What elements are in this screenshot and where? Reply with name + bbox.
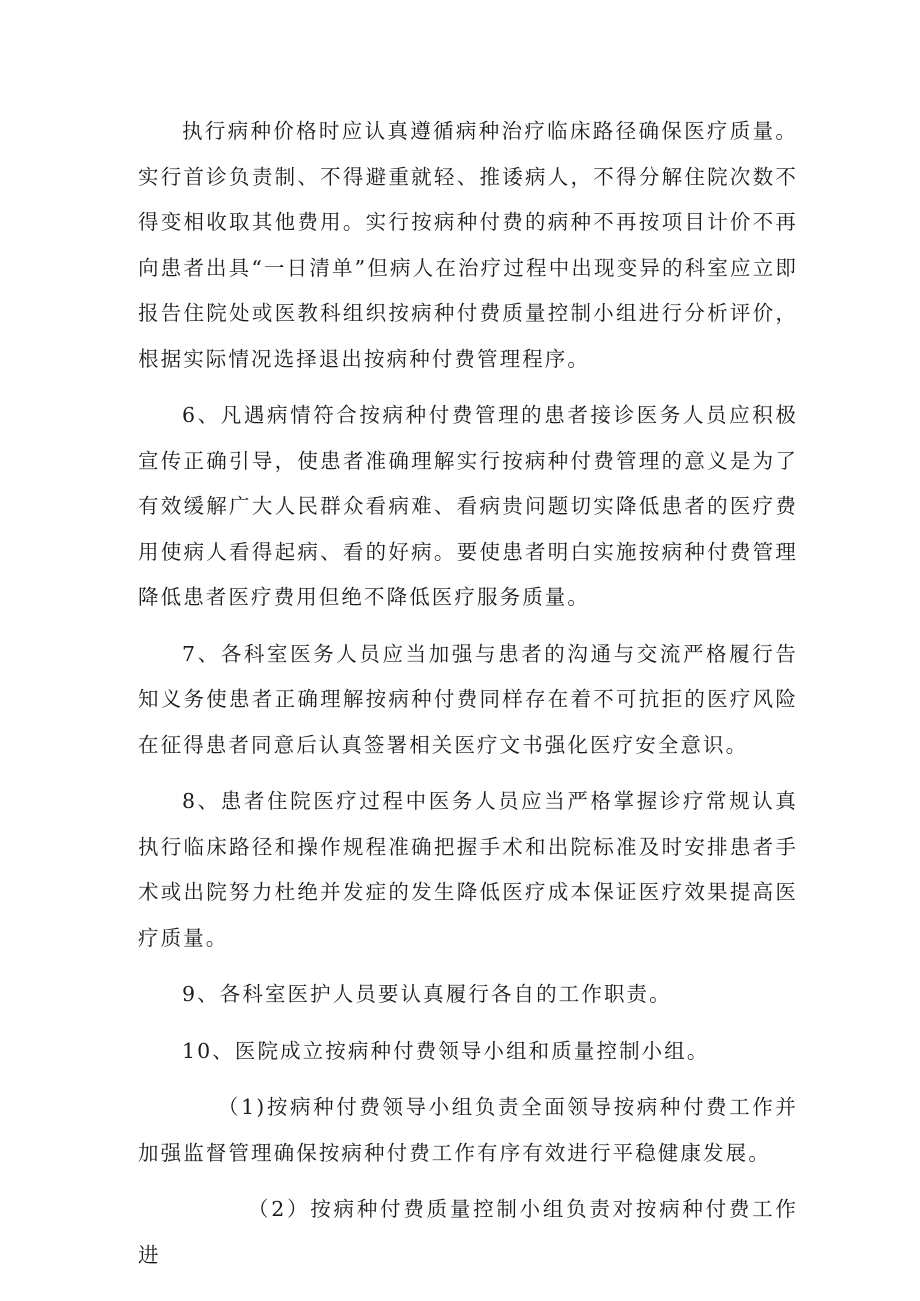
- paragraph-item-9: 9、各科室医护人员要认真履行各自的工作职责。: [182, 982, 672, 1006]
- paragraph-clinical-pathway: 执行病种价格时应认真遵循病种治疗临床路径确保医疗质量。实行首诊负责制、不得避重就轻、推诿病人，不得分解住院次数不得变相收取其他费用。实行按病种付费的病种不再按项目计价不再向患者出具“一日清单”但病人在治疗过程中出现变异的科室应立即报告住院处或医教科组织按病种付费质量控制小组进行分析评价，根据实际情况选择退出按病种付费管理程序。: [138, 119, 798, 371]
- paragraph-item-7: 7、各科室医务人员应当加强与患者的沟通与交流严格履行告知义务使患者正确理解按病种付费同样存在着不可抗拒的医疗风险在征得患者同意后认真签署相关医疗文书强化医疗安全意识。: [138, 641, 798, 757]
- paragraph-subitem-2: （2）按病种付费质量控制小组负责对按病种付费工作进: [138, 1197, 798, 1267]
- paragraph-item-6: 6、凡遇病情符合按病种付费管理的患者接诊医务人员应积极宣传正确引导，使患者准确理解实行按病种付费管理的意义是为了有效缓解广大人民群众看病难、看病贵问题切实降低患者的医疗费用使病人看得起病、看的好病。要使患者明白实施按病种付费管理降低患者医疗费用但绝不降低医疗服务质量。: [138, 403, 798, 609]
- document-body: [138, 109, 798, 1289]
- paragraph-item-10: 10、医院成立按病种付费领导小组和质量控制小组。: [182, 1038, 710, 1063]
- paragraph-item-8: 8、患者住院医疗过程中医务人员应当严格掌握诊疗常规认真执行临床路径和操作规程准确把握手术和出院标准及时安排患者手术或出院努力杜绝并发症的发生降低医疗成本保证医疗效果提高医疗质量。: [138, 789, 798, 950]
- paragraph-subitem-1: （1)按病种付费领导小组负责全面领导按病种付费工作并加强监督管理确保按病种付费工作有序有效进行平稳健康发展。: [138, 1095, 798, 1165]
